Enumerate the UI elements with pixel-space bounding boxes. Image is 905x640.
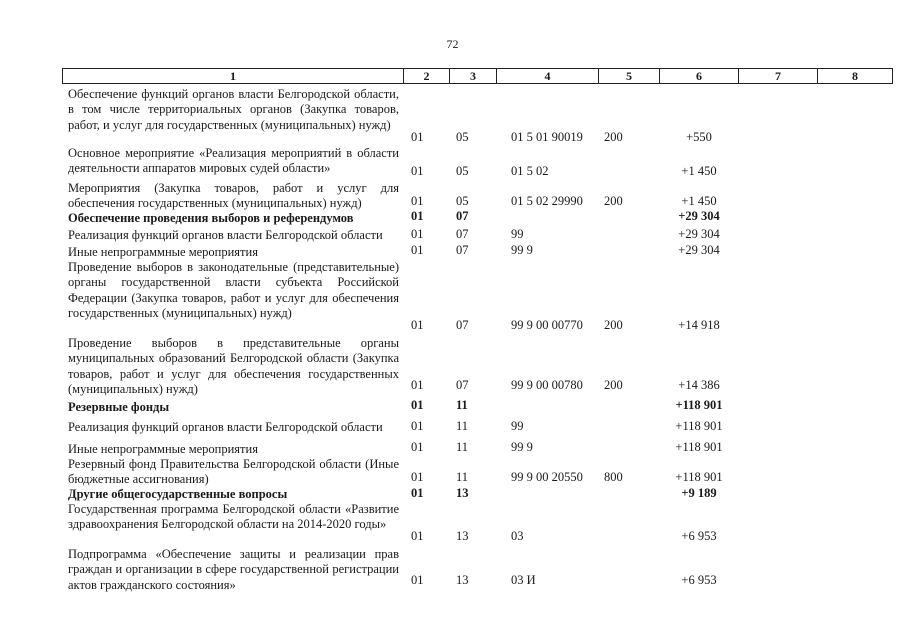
target-article-code: 99 9 00 00770 xyxy=(511,318,583,332)
row-description: Подпрограмма «Обеспечение защиты и реализации прав граждан и организации в сфере государственной регистрации актов гражданского состояния» xyxy=(68,547,399,592)
amount-change: +14 386 xyxy=(678,378,720,392)
row-description: Обеспечение функций органов власти Белгородской области, в том числе территориальных органов (Закупка товаров, работ, и услуг для государственных (муниципальных) нужд) xyxy=(68,87,399,132)
section-code: 01 xyxy=(411,486,424,500)
row-description: Основное мероприятие «Реализация мероприятий в области деятельности аппаратов мировых судей области» xyxy=(68,146,399,176)
target-article-code: 99 9 00 00780 xyxy=(511,378,583,392)
target-article-code: 01 5 01 90019 xyxy=(511,130,583,144)
target-article-code: 03 xyxy=(511,529,524,543)
section-code: 01 xyxy=(411,130,424,144)
target-article-code: 01 5 02 xyxy=(511,164,549,178)
amount-change: +1 450 xyxy=(681,164,717,178)
subsection-code: 07 xyxy=(456,318,469,332)
target-article-code: 99 xyxy=(511,419,524,433)
subsection-code: 11 xyxy=(456,440,469,454)
section-code: 01 xyxy=(411,318,424,332)
amount-change: +6 953 xyxy=(681,529,717,543)
section-code: 01 xyxy=(411,194,424,208)
header-col-8: 8 xyxy=(817,68,893,84)
section-code: 01 xyxy=(411,440,424,454)
amount-change: +1 450 xyxy=(681,194,717,208)
expense-type-code: 200 xyxy=(604,194,623,208)
amount-change: +550 xyxy=(686,130,712,144)
target-article-code: 03 И xyxy=(511,573,536,587)
section-code: 01 xyxy=(411,164,424,178)
expense-type-code: 200 xyxy=(604,318,623,332)
section-code: 01 xyxy=(411,398,424,412)
subsection-code: 05 xyxy=(456,194,469,208)
section-code: 01 xyxy=(411,209,424,223)
subsection-code: 07 xyxy=(456,243,469,257)
section-code: 01 xyxy=(411,227,424,241)
section-code: 01 xyxy=(411,243,424,257)
target-article-code: 99 9 xyxy=(511,243,533,257)
row-description: Иные непрограммные мероприятия xyxy=(68,245,258,259)
subsection-code: 07 xyxy=(456,227,469,241)
header-col-7: 7 xyxy=(738,68,818,84)
row-description: Другие общегосударственные вопросы xyxy=(68,487,288,501)
subsection-code: 05 xyxy=(456,164,469,178)
subsection-code: 05 xyxy=(456,130,469,144)
row-description: Резервный фонд Правительства Белгородской области (Иные бюджетные ассигнования) xyxy=(68,457,399,487)
section-code: 01 xyxy=(411,573,424,587)
row-description: Проведение выборов в представительные органы муниципальных образований Белгородской области (Закупка товаров, работ и услуг для обеспечения государственных (муниципальных) нужд) xyxy=(68,336,399,396)
section-code: 01 xyxy=(411,378,424,392)
section-code: 01 xyxy=(411,470,424,484)
subsection-code: 13 xyxy=(456,573,469,587)
target-article-code: 99 xyxy=(511,227,524,241)
section-code: 01 xyxy=(411,419,424,433)
subsection-code: 11 xyxy=(456,419,469,433)
subsection-code: 13 xyxy=(456,529,469,543)
row-description: Мероприятия (Закупка товаров, работ и услуг для обеспечения государственных (муниципальных) нужд) xyxy=(68,181,399,211)
amount-change: +9 189 xyxy=(681,486,717,500)
header-col-5: 5 xyxy=(598,68,660,84)
header-col-1: 1 xyxy=(62,68,404,84)
header-col-3: 3 xyxy=(449,68,497,84)
subsection-code: 11 xyxy=(456,398,468,412)
amount-change: +29 304 xyxy=(678,227,720,241)
page-number: 72 xyxy=(446,37,459,51)
amount-change: +14 918 xyxy=(678,318,720,332)
row-description: Реализация функций органов власти Белгородской области xyxy=(68,228,383,242)
row-description: Государственная программа Белгородской области «Развитие здравоохранения Белгородской области на 2014-2020 годы» xyxy=(68,502,399,532)
amount-change: +6 953 xyxy=(681,573,717,587)
expense-type-code: 200 xyxy=(604,378,623,392)
subsection-code: 13 xyxy=(456,486,469,500)
subsection-code: 07 xyxy=(456,209,469,223)
row-description: Проведение выборов в законодательные (представительные) органы государственной власти субъекта Российской Федерации (Закупка товаров, работ и услуг для обеспечения государственных (муниципальных) нужд) xyxy=(68,260,399,320)
target-article-code: 99 9 00 20550 xyxy=(511,470,583,484)
header-col-2: 2 xyxy=(403,68,450,84)
row-description: Обеспечение проведения выборов и референдумов xyxy=(68,211,354,225)
row-description: Резервные фонды xyxy=(68,400,170,414)
target-article-code: 01 5 02 29990 xyxy=(511,194,583,208)
amount-change: +29 304 xyxy=(678,209,720,223)
amount-change: +118 901 xyxy=(675,470,723,484)
target-article-code: 99 9 xyxy=(511,440,533,454)
amount-change: +118 901 xyxy=(675,440,723,454)
row-description: Реализация функций органов власти Белгородской области xyxy=(68,420,383,434)
amount-change: +118 901 xyxy=(675,419,723,433)
header-col-4: 4 xyxy=(496,68,599,84)
header-col-6: 6 xyxy=(659,68,739,84)
row-description: Иные непрограммные мероприятия xyxy=(68,442,258,456)
section-code: 01 xyxy=(411,529,424,543)
subsection-code: 07 xyxy=(456,378,469,392)
expense-type-code: 200 xyxy=(604,130,623,144)
amount-change: +118 901 xyxy=(675,398,723,412)
expense-type-code: 800 xyxy=(604,470,623,484)
amount-change: +29 304 xyxy=(678,243,720,257)
subsection-code: 11 xyxy=(456,470,469,484)
